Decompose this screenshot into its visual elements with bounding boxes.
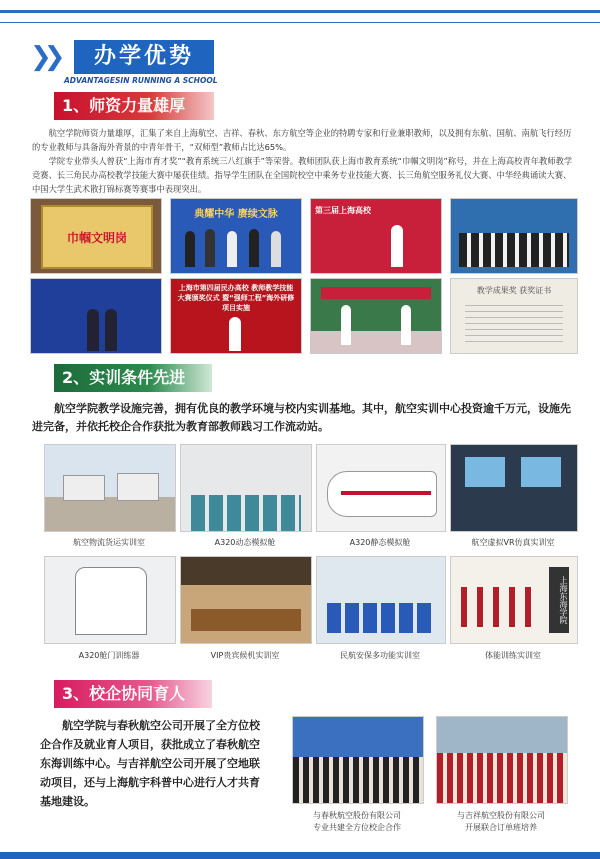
section3-para: 航空学院与春秋航空公司开展了全方位校企合作及就业育人项目，获批成立了春秋航空东海训练中心。与吉祥航空公司开展了空地联动项目，还与上海航宇科普中心进行人才共育基地建设。 [40, 719, 260, 808]
photo-security-lab [316, 556, 446, 644]
caption-spring: 与春秋航空股份有限公司 专业共建全方位校企合作 [313, 811, 401, 832]
photo-skills-ceremony: 上海市第四届民办高校 教师教学技能大赛颁奖仪式 暨“强师工程”海外研修项目实施 [170, 278, 302, 354]
photo-competition: 第三届上海高校 [310, 198, 442, 274]
photo-gym: 上海东海学院 [450, 556, 578, 644]
caption-juneyao: 与吉祥航空股份有限公司 开展联合订单班培养 [457, 811, 545, 832]
section1-para1: 航空学院师资力量雄厚，汇集了来自上海航空、吉祥、春秋、东方航空等企业的特聘专家和行业兼职教师，以及拥有东航、国航、南航飞行经历的专业教师与具备海外背景的中青年骨干，“双师型”教师占比达65%。 [32, 128, 572, 152]
page-title: 办学优势 [74, 40, 214, 74]
photo-vip-lounge [180, 556, 312, 644]
photo-a320-dynamic [180, 444, 312, 532]
top-rule [0, 10, 600, 13]
caption-lab-8: 体能训练实训室 [485, 651, 541, 660]
top-rule-thin [0, 22, 600, 23]
photo-a320-static [316, 444, 446, 532]
caption-lab-3: A320静态模拟舱 [349, 538, 411, 547]
caption-lab-7: 民航安保多功能实训室 [340, 651, 420, 660]
caption-lab-2: A320动态模拟舱 [214, 538, 276, 547]
photo-teachers-classic: 典耀中华 赓续文脉 [170, 198, 302, 274]
caption-lab-1: 航空物流货运实训室 [73, 538, 145, 547]
photo-juneyao-airlines [436, 716, 568, 804]
section1-heading: 1、师资力量雄厚 [54, 92, 214, 120]
photo-cargo-lab [44, 444, 176, 532]
photo-spring-airlines [292, 716, 424, 804]
caption-lab-5: A320舱门训练器 [78, 651, 140, 660]
photo-door-trainer [44, 556, 176, 644]
photo-certificate: 教学成果奖 获奖证书 [450, 278, 578, 354]
photo-honor-plaque: 巾帼文明岗 [30, 198, 162, 274]
photo-speakers [30, 278, 162, 354]
section1-para2: 学院专业带头人曾获“上海市育才奖”“教育系统三八红旗手”等荣誉。教师团队获上海市教育系统“巾帼文明岗”称号，并在上海高校青年教师教学竞赛、长三角民办高校教学技能大赛中屡获佳绩。指导学生团队在全国院校空中乘务专业技能大赛、长三角航空服务礼仪大赛、中华经典诵读大赛、中国大学生武术散打锦标赛等赛事中表现突出。 [32, 156, 573, 194]
caption-lab-4: 航空虚拟VR仿真实训室 [471, 538, 555, 547]
section2-heading: 2、实训条件先进 [54, 364, 212, 392]
page-subtitle: ADVANTAGESIN RUNNING A SCHOOL [64, 76, 218, 85]
chevrons-icon: ❯❯ [30, 42, 58, 72]
photo-martial-arts [310, 278, 442, 354]
bottom-bar [0, 852, 600, 859]
photo-vr-lab [450, 444, 578, 532]
photo-group-award [450, 198, 578, 274]
caption-lab-6: VIP贵宾候机实训室 [210, 651, 280, 660]
section2-para: 航空学院教学设施完善，拥有优良的教学环境与校内实训基地。其中，航空实训中心投资逾千万元，设施先进完备，并依托校企合作获批为教育部教师践习工作流动站。 [32, 402, 571, 433]
section3-heading: 3、校企协同育人 [54, 680, 212, 708]
